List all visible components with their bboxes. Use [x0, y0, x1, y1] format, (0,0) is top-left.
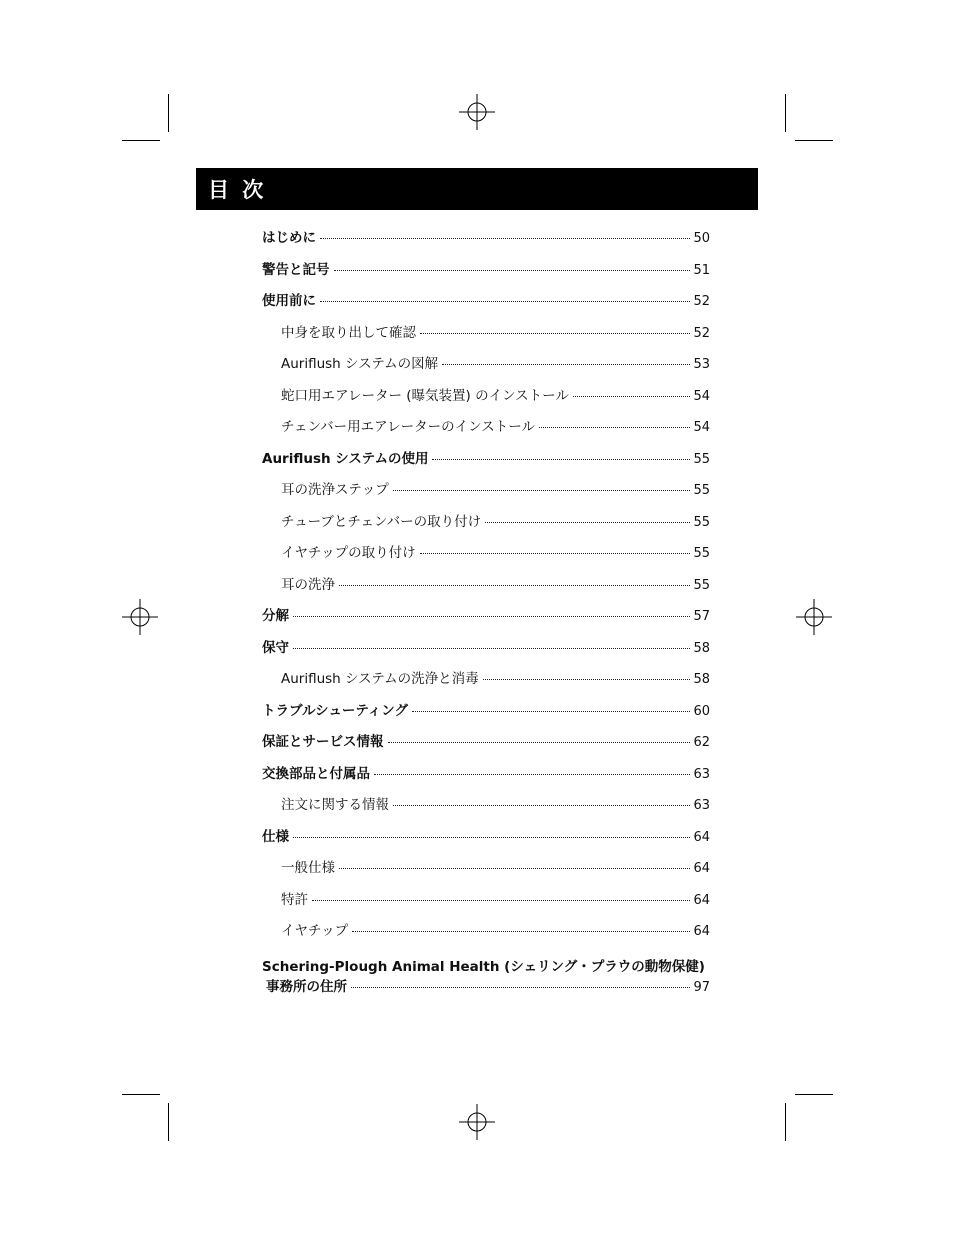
- toc-entry-label: 特許: [281, 891, 308, 908]
- toc-entry-label: 仕様: [262, 828, 289, 845]
- dot-leader: [432, 459, 690, 460]
- toc-entry-label-continued: 事務所の住所: [266, 978, 347, 995]
- page-title: 目 次: [208, 178, 267, 202]
- toc-entry-label: 耳の洗浄ステップ: [281, 482, 389, 498]
- toc-entry[interactable]: [262, 510, 710, 542]
- registration-mark-icon: [459, 94, 495, 130]
- toc-entry[interactable]: [262, 321, 710, 353]
- toc-entry-label: はじめに: [262, 230, 316, 246]
- toc-entry-page-number: 64: [693, 829, 710, 845]
- toc-entry-page-number: 55: [693, 577, 710, 593]
- toc-entry[interactable]: [262, 856, 710, 888]
- dot-leader: [420, 333, 690, 334]
- dot-leader: [320, 238, 690, 239]
- toc-entry[interactable]: [262, 667, 710, 699]
- toc-entry-page-number: 55: [693, 451, 710, 467]
- toc-entry[interactable]: [262, 289, 710, 321]
- toc-entry[interactable]: [262, 258, 710, 290]
- toc-entry-label: 中身を取り出して確認: [281, 324, 416, 341]
- dot-leader: [374, 774, 690, 775]
- toc-entry-page-number: 58: [693, 640, 710, 656]
- toc-entry-label: トラブルシューティング: [262, 702, 409, 719]
- toc-entry-page-number: 55: [693, 514, 710, 530]
- toc-entry[interactable]: [262, 762, 710, 794]
- dot-leader: [293, 837, 690, 838]
- toc-entry[interactable]: [262, 825, 710, 857]
- toc-entry-page-number: 97: [693, 979, 710, 995]
- toc-entry[interactable]: [262, 604, 710, 636]
- crop-mark: [795, 1094, 833, 1095]
- toc-entry-label: Auriflush システムの図解: [281, 356, 439, 372]
- toc-entry-page-number: 63: [693, 798, 710, 813]
- registration-mark-icon: [122, 599, 158, 635]
- toc-entry[interactable]: [262, 447, 710, 479]
- toc-entry-page-number: 51: [693, 262, 710, 278]
- toc-entry-page-number: 64: [693, 861, 710, 876]
- toc-entry[interactable]: [262, 352, 710, 384]
- dot-leader: [420, 553, 691, 554]
- dot-leader: [352, 931, 690, 932]
- dot-leader: [339, 868, 690, 869]
- crop-mark: [795, 140, 833, 141]
- toc-entry-label: 保守: [262, 639, 289, 656]
- toc-entry-label: チェンバー用エアレーターのインストール: [281, 419, 535, 435]
- toc-entry-page-number: 50: [693, 231, 710, 246]
- toc-entry-label: 警告と記号: [262, 261, 330, 278]
- toc-entry-label: 交換部品と付属品: [262, 765, 370, 782]
- toc-entry-page-number: 52: [693, 294, 710, 309]
- toc-entry[interactable]: [262, 699, 710, 731]
- toc-entry-page-number: 52: [693, 325, 710, 341]
- toc-entry-label: イヤチップ: [281, 923, 349, 939]
- toc-entry-page-number: 53: [693, 357, 710, 372]
- toc-entry-page-number: 57: [693, 609, 710, 624]
- table-of-contents: [262, 226, 710, 995]
- crop-mark: [168, 94, 169, 132]
- toc-entry[interactable]: [262, 919, 710, 951]
- dot-leader: [483, 679, 691, 680]
- dot-leader: [393, 490, 691, 491]
- toc-entry[interactable]: [262, 955, 710, 995]
- dot-leader: [485, 522, 690, 523]
- dot-leader: [573, 396, 691, 397]
- dot-leader: [442, 364, 690, 365]
- crop-mark: [785, 1103, 786, 1141]
- dot-leader: [293, 648, 690, 649]
- toc-entry[interactable]: [262, 573, 710, 605]
- toc-entry-label: 保証とサービス情報: [262, 734, 384, 750]
- dot-leader: [339, 585, 690, 586]
- toc-entry-page-number: 62: [693, 735, 710, 750]
- toc-entry[interactable]: [262, 730, 710, 762]
- toc-entry-label: 一般仕様: [281, 860, 335, 876]
- crop-mark: [785, 94, 786, 132]
- toc-entry-page-number: 54: [693, 388, 710, 404]
- registration-mark-icon: [459, 1104, 495, 1140]
- toc-entry-label: Schering-Plough Animal Health (シェリング・プラウの動物保健): [262, 958, 705, 975]
- toc-entry-page-number: 60: [693, 703, 710, 719]
- toc-entry-page-number: 55: [693, 483, 710, 498]
- toc-entry-page-number: 64: [693, 892, 710, 908]
- toc-entry-page-number: 58: [693, 672, 710, 687]
- toc-entry[interactable]: [262, 888, 710, 920]
- toc-entry[interactable]: [262, 541, 710, 573]
- toc-entry-label: 蛇口用エアレーター (曝気装置) のインストール: [281, 387, 569, 404]
- dot-leader: [388, 742, 691, 743]
- toc-entry[interactable]: [262, 478, 710, 510]
- toc-entry-label: 耳の洗浄: [281, 576, 335, 593]
- toc-entry-page-number: 64: [693, 924, 710, 939]
- dot-leader: [312, 900, 690, 901]
- crop-mark: [168, 1103, 169, 1141]
- dot-leader: [393, 805, 690, 806]
- toc-entry-label: 注文に関する情報: [281, 797, 389, 813]
- crop-mark: [122, 140, 160, 141]
- toc-entry-page-number: 55: [693, 546, 710, 561]
- crop-mark: [122, 1094, 160, 1095]
- dot-leader: [412, 711, 690, 712]
- dot-leader: [539, 427, 691, 428]
- toc-entry-label: イヤチップの取り付け: [281, 545, 416, 561]
- toc-entry[interactable]: [262, 793, 710, 825]
- toc-entry[interactable]: [262, 415, 710, 447]
- toc-entry-label: Auriflush システムの洗浄と消毒: [281, 671, 479, 687]
- page-title-bar: [196, 168, 758, 210]
- registration-mark-icon: [796, 599, 832, 635]
- toc-entry[interactable]: [262, 226, 710, 258]
- toc-entry[interactable]: [262, 384, 710, 416]
- dot-leader: [334, 270, 691, 271]
- toc-entry[interactable]: [262, 636, 710, 668]
- dot-leader: [351, 987, 690, 988]
- dot-leader: [293, 616, 690, 617]
- toc-entry-label: Auriflush システムの使用: [262, 450, 429, 467]
- toc-entry-page-number: 54: [693, 420, 710, 435]
- toc-entry-label: 分解: [262, 608, 289, 624]
- toc-entry-label: チューブとチェンバーの取り付け: [281, 513, 482, 530]
- toc-entry-label: 使用前に: [262, 293, 316, 309]
- dot-leader: [320, 301, 690, 302]
- toc-entry-page-number: 63: [693, 766, 710, 782]
